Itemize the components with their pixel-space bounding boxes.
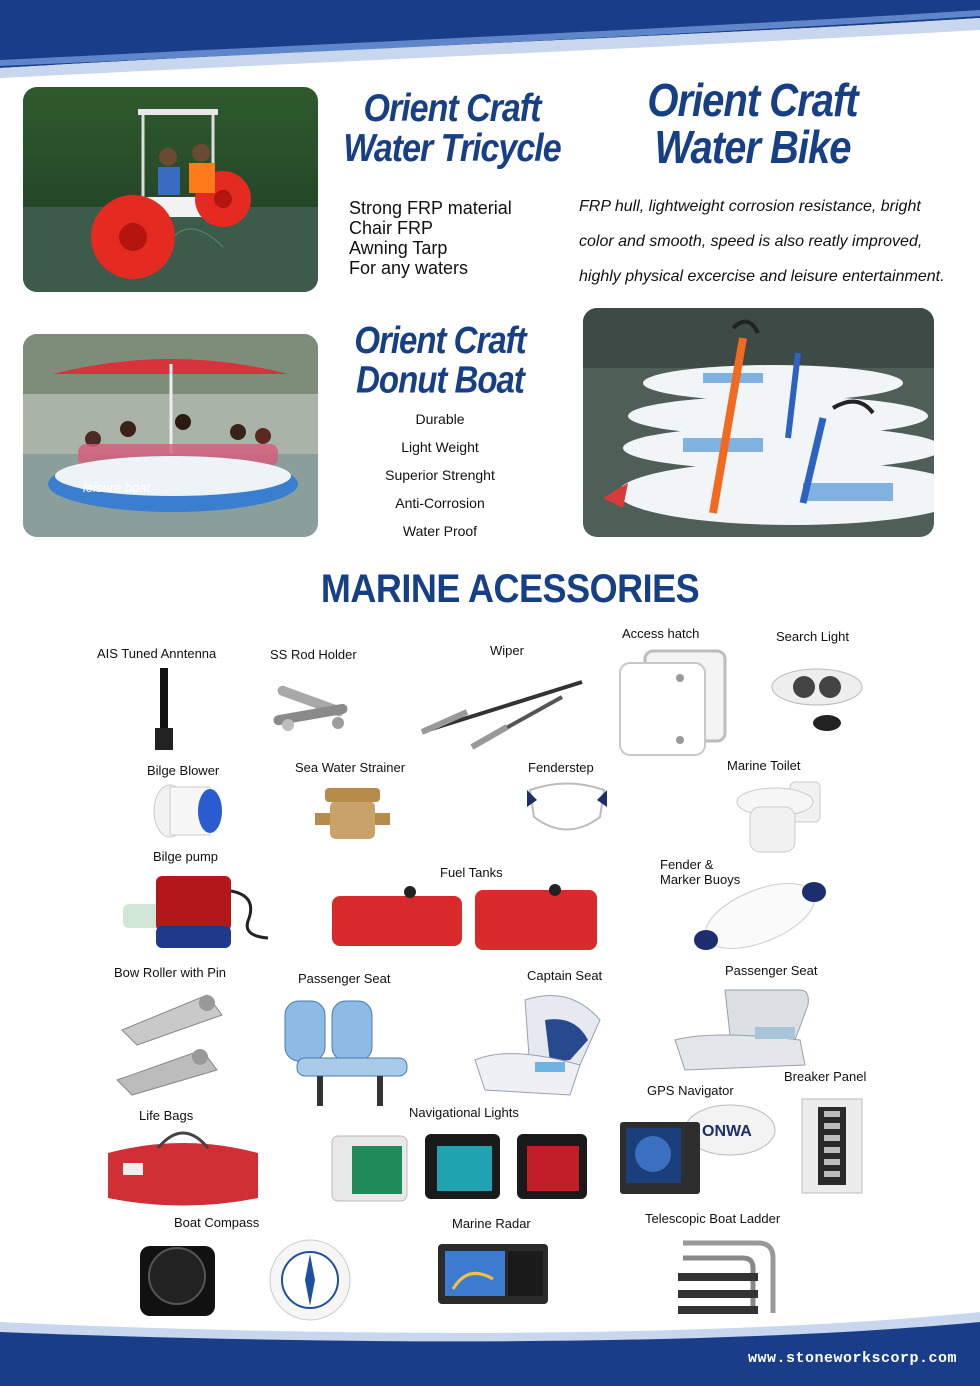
donut-feature: Superior Strenght	[385, 467, 495, 483]
life-bags-image	[98, 1123, 268, 1213]
fenderstep-image	[522, 782, 612, 847]
label-sea-water-strainer: Sea Water Strainer	[295, 760, 406, 775]
label-life-bags: Life Bags	[139, 1108, 194, 1123]
bike-description	[579, 189, 945, 294]
label-boat-ladder: Telescopic Boat Ladder	[645, 1211, 781, 1226]
tricycle-feature: For any waters	[349, 258, 469, 278]
donut-boat-lettering: leisure boat	[83, 480, 151, 495]
fender-buoy-image	[690, 872, 830, 957]
gps-navigator-image	[620, 1102, 780, 1202]
donut-title	[340, 318, 540, 400]
label-ais-antenna: AIS Tuned Anntenna	[97, 646, 217, 661]
captain-seat-image	[470, 990, 610, 1100]
bike-description-line: highly physical excercise and leisure entertainment.	[579, 268, 945, 285]
label-boat-compass: Boat Compass	[174, 1215, 260, 1230]
tricycle-feature: Strong FRP material	[349, 198, 512, 218]
breaker-panel-image	[800, 1097, 868, 1197]
label-nav-lights: Navigational Lights	[409, 1105, 519, 1120]
water-tricycle-photo	[23, 87, 318, 292]
label-access-hatch: Access hatch	[622, 626, 700, 641]
bike-title-line1: Orient Craft	[647, 75, 858, 127]
sea-water-strainer-image	[315, 783, 395, 843]
search-light-image	[762, 665, 867, 737]
label-bilge-pump: Bilge pump	[153, 849, 219, 864]
label-fender-line1: Fender &	[660, 857, 714, 872]
tricycle-title-line2: Water Tricycle	[343, 126, 561, 171]
label-passenger-seat-2: Passenger Seat	[725, 963, 818, 978]
passenger-seat-2-image	[670, 985, 820, 1080]
tricycle-feature-list	[349, 198, 512, 278]
rod-holder-image	[268, 685, 358, 735]
label-rod-holder: SS Rod Holder	[270, 647, 357, 662]
tricycle-feature: Awning Tarp	[349, 238, 448, 258]
label-wiper: Wiper	[490, 643, 524, 658]
bow-roller-image	[112, 985, 237, 1100]
nav-lights-image	[327, 1131, 592, 1206]
donut-feature: Light Weight	[401, 439, 479, 455]
label-marine-toilet: Marine Toilet	[727, 758, 801, 773]
bike-description-line: FRP hull, lightweight corrosion resistance, bright	[579, 198, 921, 215]
label-marine-radar: Marine Radar	[452, 1216, 531, 1231]
wiper-image	[412, 672, 592, 752]
label-fenderstep: Fenderstep	[528, 760, 594, 775]
donut-feature: Anti-Corrosion	[395, 495, 485, 511]
bike-title-line2: Water Bike	[654, 122, 851, 174]
bottom-footer-band	[0, 1300, 980, 1386]
bike-description-line: color and smooth, speed is also reatly improved,	[579, 233, 923, 250]
tricycle-feature: Chair FRP	[349, 218, 434, 238]
donut-boat-photo	[23, 334, 318, 537]
label-fender-line2: Marker Buoys	[660, 872, 741, 887]
passenger-seat-1-image	[277, 996, 417, 1111]
accessories-section-title: MARINE ACESSORIES	[320, 565, 700, 611]
label-search-light: Search Light	[776, 629, 849, 644]
label-fuel-tanks: Fuel Tanks	[440, 865, 503, 880]
tricycle-title-line1: Orient Craft	[363, 86, 541, 131]
label-captain-seat: Captain Seat	[527, 968, 603, 983]
donut-title-line1: Orient Craft	[354, 318, 526, 362]
tricycle-title	[332, 86, 572, 171]
ais-antenna-image	[145, 668, 185, 758]
gps-brand-text: ONWA	[702, 1123, 752, 1140]
footer-website-url[interactable]: www.stoneworkscorp.com	[748, 1350, 958, 1367]
marine-toilet-image	[730, 777, 830, 857]
label-bilge-blower: Bilge Blower	[147, 763, 220, 778]
label-breaker-panel: Breaker Panel	[784, 1069, 867, 1084]
label-gps-navigator: GPS Navigator	[647, 1083, 734, 1098]
bike-title	[640, 75, 865, 174]
bilge-pump-image	[118, 866, 273, 956]
water-bike-photo	[583, 308, 934, 537]
top-header-band	[0, 0, 980, 80]
donut-title-line2: Donut Boat	[356, 357, 524, 400]
label-bow-roller: Bow Roller with Pin	[114, 965, 226, 980]
access-hatch-image	[615, 648, 730, 758]
bilge-blower-image	[150, 781, 230, 841]
donut-feature: Water Proof	[402, 523, 478, 539]
fuel-tanks-image	[330, 882, 600, 962]
donut-feature: Durable	[415, 411, 465, 427]
donut-feature-list	[340, 405, 540, 545]
label-passenger-seat-1: Passenger Seat	[298, 971, 391, 986]
